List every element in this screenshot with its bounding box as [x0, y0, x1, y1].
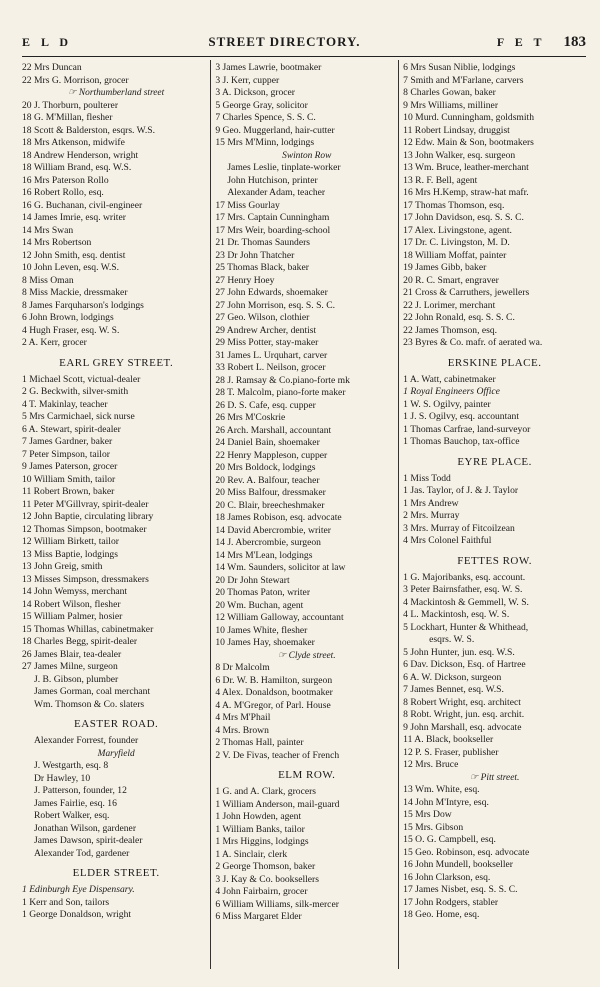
directory-entry: 24 Daniel Bain, shoemaker [215, 437, 320, 448]
directory-entry: 29 Miss Potter, stay-maker [215, 337, 319, 348]
directory-entry: 17 John Rodgers, stabler [403, 896, 499, 908]
directory-entry: 14 Wm. Saunders, solicitor at law [215, 562, 346, 573]
directory-entry: 13 John Greig, smith [22, 561, 103, 572]
directory-column-1 [22, 60, 211, 969]
directory-entry: 4 Alex. Donaldson, bootmaker [215, 687, 333, 698]
directory-entry: 5 George Gray, solicitor [215, 99, 308, 111]
directory-entry: 27 Henry Hoey [215, 274, 275, 286]
directory-entry: 13 Miss Baptie, lodgings [22, 548, 118, 560]
directory-entry: 26 Mrs M'Coskrie [215, 412, 286, 423]
directory-entry: 31 James L. Urquhart, carver [215, 349, 328, 361]
directory-entry: 25 Thomas Black, baker [215, 262, 309, 273]
directory-entry: 27 John Edwards, shoemaker [215, 287, 328, 298]
street-heading: EASTER ROAD. [74, 718, 159, 730]
directory-entry: 6 Dav. Dickson, Esq. of Hartree [403, 659, 526, 670]
directory-entry: Alexander Forrest, founder [34, 735, 139, 746]
directory-entry: 17 Mrs Weir, boarding-school [215, 224, 331, 236]
directory-entry: 8 Charles Gowan, baker [403, 87, 496, 98]
directory-entry: 8 Dr Malcolm [215, 662, 270, 673]
directory-entry: 17 Mrs. Captain Cunningham [215, 212, 330, 223]
directory-entry-continuation: esqrs. W. S. [429, 634, 475, 645]
directory-entry: John Hutchison, printer [227, 174, 318, 186]
directory-entry: 13 John Walker, esq. surgeon [403, 149, 516, 161]
cross-street-note: ☞ Northumberland street [68, 88, 165, 98]
directory-entry: 18 William Brand, esq. W.S. [22, 162, 132, 173]
directory-entry: 7 Smith and M'Farlane, carvers [403, 74, 524, 86]
directory-entry: 6 Dr. W. B. Hamilton, surgeon [215, 674, 333, 686]
directory-entry: 20 Thomas Paton, writer [215, 587, 311, 598]
directory-entry: 12 Edw. Main & Son, bootmakers [403, 137, 534, 148]
directory-entry: 7 Peter Simpson, tailor [22, 448, 110, 460]
directory-entry: 2 V. De Fivas, teacher of French [215, 749, 340, 761]
street-heading: EARL GREY STREET. [59, 356, 174, 369]
directory-entry: 10 James White, flesher [215, 624, 308, 636]
directory-entry: 22 J. Lorimer, merchant [403, 299, 496, 311]
directory-entry: 2 George Thomson, baker [215, 861, 316, 872]
directory-entry: 18 G. M'Millan, flesher [22, 112, 113, 123]
directory-entry: 13 Wm. Bruce, leather-merchant [403, 162, 529, 173]
street-heading: ELDER STREET. [72, 867, 160, 879]
directory-entry: 11 A. Black, bookseller [403, 734, 494, 745]
directory-entry: 1 Thomas Carfrae, land-surveyor [403, 423, 531, 435]
directory-entry: 15 Mrs M'Minn, lodgings [215, 137, 315, 148]
directory-entry: 4 Hugh Fraser, esq. W. S. [22, 324, 120, 336]
directory-entry: 27 John Morrison, esq. S. S. C. [215, 299, 335, 311]
directory-entry: 8 James Farquharson's lodgings [22, 299, 144, 311]
directory-entry: 16 John Clarkson, esq. [403, 871, 491, 883]
directory-entry: 5 John Hunter, jun. esq. W.S. [403, 646, 515, 658]
cross-street-note: ☞ Clyde street. [277, 650, 336, 661]
directory-entry: 14 Robert Wilson, flesher [22, 598, 121, 610]
directory-entry: 9 Mrs Williams, milliner [403, 99, 499, 111]
directory-entry: 18 Charles Begg, spirit-dealer [22, 636, 138, 647]
directory-entry: 15 Mrs. Gibson [403, 821, 464, 833]
directory-entry: Alexander Adam, teacher [227, 187, 326, 198]
directory-entry: Dr Hawley, 10 [34, 772, 91, 784]
directory-entry: J. Patterson, founder, 12 [34, 785, 127, 796]
directory-entry: 6 Mrs Susan Niblie, lodgings [403, 62, 516, 73]
directory-entry: 2 A. Kerr, grocer [22, 337, 87, 348]
directory-entry: 4 Mrs Colonel Faithful [403, 535, 492, 546]
directory-entry: 1 John Howden, agent [215, 811, 302, 822]
directory-entry: 20 Wm. Buchan, agent [215, 599, 304, 611]
directory-entry: 11 Peter M'Gillvray, spirit-dealer [22, 498, 149, 510]
cross-street-note: Swinton Row [282, 150, 332, 161]
directory-entry: 17 Alex. Livingstone, agent. [403, 224, 512, 236]
directory-entry: 4 Mackintosh & Gemmell, W. S. [403, 596, 529, 608]
directory-entry: Alexander Tod, gardener [34, 847, 130, 859]
directory-entry: 27 James Milne, surgeon [22, 661, 118, 672]
directory-entry: 8 Miss Mackie, dressmaker [22, 287, 128, 298]
directory-entry: 12 William Galloway, accountant [215, 612, 344, 623]
directory-column-3 [399, 60, 586, 969]
directory-entry: 18 Scott & Balderston, esqrs. W.S. [22, 124, 155, 136]
street-heading: EYRE PLACE. [457, 455, 532, 468]
directory-entry: 12 P. S. Fraser, publisher [403, 746, 499, 758]
directory-entry: 15 Thomas Whillas, cabinetmaker [22, 623, 154, 635]
directory-entry: James Gorman, coal merchant [34, 686, 151, 697]
header-right-keyword: F E T [496, 34, 546, 49]
directory-entry: 10 James Hay, shoemaker [215, 637, 315, 648]
directory-entry: 1 Miss Todd [403, 472, 451, 484]
directory-entry: 9 John Marshall, esq. advocate [403, 721, 522, 733]
directory-entry: 22 James Thomson, esq. [403, 324, 498, 336]
directory-entry: 15 O. G. Campbell, esq. [403, 834, 496, 845]
street-heading: ELM ROW. [278, 769, 336, 781]
directory-entry: 9 Geo. Muggerland, hair-cutter [215, 124, 335, 136]
header-right [497, 34, 586, 51]
cross-street-note: Maryfield [97, 748, 135, 759]
directory-entry: 12 Thomas Simpson, bootmaker [22, 523, 147, 535]
directory-entry: 14 Mrs Swan [22, 224, 74, 236]
directory-entry: 23 Dr John Thatcher [215, 249, 295, 261]
directory-entry: 14 John M'Intyre, esq. [403, 796, 489, 808]
directory-entry: 21 Dr. Thomas Saunders [215, 237, 311, 248]
directory-entry: 18 William Moffat, painter [403, 249, 507, 261]
directory-entry: 17 John Davidson, esq. S. S. C. [403, 212, 524, 223]
directory-entry: 22 Henry Mappleson, cupper [215, 449, 328, 461]
directory-entry: 1 Michael Scott, victual-dealer [22, 373, 141, 385]
directory-entry: 16 John Mundell, bookseller [403, 859, 513, 870]
directory-entry: 17 Dr. C. Livingston, M. D. [403, 237, 510, 248]
directory-entry: 4 T. Makinlay, teacher [22, 398, 108, 410]
directory-entry: 13 Wm. White, esq. [403, 784, 480, 795]
page-number: 183 [563, 33, 586, 50]
directory-entry: 1 Jas. Taylor, of J. & J. Taylor [403, 485, 519, 496]
directory-entry: 1 Royal Engineers Office [403, 386, 500, 397]
directory-entry: 17 James Nisbet, esq. S. S. C. [403, 884, 518, 895]
cross-street-note: ☞ Pitt street. [469, 772, 520, 783]
directory-entry: 2 G. Beckwith, silver-smith [22, 386, 129, 397]
directory-entry: 12 John Baptie, circulating library [22, 511, 154, 522]
directory-entry: 16 Mrs H.Kemp, straw-hat mafr. [403, 187, 529, 198]
directory-entry: 15 Geo. Robinson, esq. advocate [403, 846, 530, 858]
directory-entry: 3 J. Kay & Co. booksellers [215, 873, 319, 885]
directory-entry: 4 Mrs M'Phail [215, 712, 271, 723]
directory-entry: James Dawson, spirit-dealer [34, 835, 143, 846]
directory-entry: 18 Andrew Henderson, wright [22, 149, 139, 161]
directory-entry: 28 T. Malcolm, piano-forte maker [215, 387, 346, 398]
directory-entry: 11 Robert Brown, baker [22, 486, 115, 497]
directory-entry: James Fairlie, esq. 16 [34, 797, 117, 809]
directory-entry: 8 Miss Oman [22, 274, 74, 286]
directory-entry: 19 James Gibb, baker [403, 262, 487, 273]
directory-entry: 6 A. W. Dickson, surgeon [403, 671, 502, 683]
directory-entry: 1 George Donaldson, wright [22, 909, 132, 920]
directory-column-2 [211, 60, 399, 969]
directory-entry: 1 Kerr and Son, tailors [22, 896, 110, 908]
directory-entry: 14 Mrs M'Lean, lodgings [215, 549, 313, 561]
directory-entry: 16 Robert Rollo, esq. [22, 187, 104, 198]
directory-entry: 18 Geo. Home, esq. [403, 909, 480, 920]
page-header [22, 30, 586, 54]
directory-entry: 17 Miss Gourlay [215, 199, 280, 211]
directory-entry: 14 David Abercrombie, writer [215, 524, 331, 536]
directory-entry: 12 Mrs. Bruce [403, 759, 459, 770]
directory-entry: 12 John Smith, esq. dentist [22, 249, 126, 261]
directory-entry: 14 John Wemyss, merchant [22, 586, 128, 597]
directory-entry: 1 Edinburgh Eye Dispensary. [22, 884, 135, 895]
directory-entry: James Leslie, tinplate-worker [227, 162, 341, 173]
directory-entry: 8 Robt. Wright, jun. esq. archit. [403, 709, 525, 720]
directory-entry: 7 Charles Spence, S. S. C. [215, 112, 316, 123]
directory-entry: 9 James Paterson, grocer [22, 461, 118, 472]
directory-entry: 2 Mrs. Murray [403, 510, 460, 521]
directory-entry: 3 Peter Bairnsfather, esq. W. S. [403, 584, 523, 595]
directory-entry: 18 James Robison, esq. advocate [215, 512, 342, 523]
directory-entry: 22 John Ronald, esq. S. S. C. [403, 312, 515, 323]
directory-entry: 10 Murd. Cunningham, goldsmith [403, 112, 535, 123]
directory-entry: 27 Geo. Wilson, clothier [215, 312, 310, 323]
directory-entry: 20 Rev. A. Balfour, teacher [215, 474, 320, 486]
directory-entry: 16 G. Buchanan, civil-engineer [22, 199, 143, 211]
directory-columns [22, 60, 586, 969]
directory-entry: 13 R. F. Bell, agent [403, 174, 478, 186]
directory-entry: 22 Mrs G. Morrison, grocer [22, 74, 129, 86]
directory-entry: 20 Miss Balfour, dressmaker [215, 487, 326, 498]
directory-entry: 33 Robert L. Neilson, grocer [215, 362, 326, 373]
directory-entry: 26 D. S. Cafe, esq. cupper [215, 399, 316, 411]
directory-entry: 4 A. M'Gregor, of Parl. House [215, 699, 331, 711]
directory-entry: 17 Thomas Thomson, esq. [403, 199, 505, 211]
directory-entry: 23 Byres & Co. mafr. of aerated wa. [403, 337, 543, 348]
directory-entry: 1 Thomas Bauchop, tax-office [403, 436, 520, 447]
directory-entry: 6 William Williams, silk-mercer [215, 898, 339, 910]
directory-entry: 1 W. S. Ogilvy, painter [403, 398, 491, 410]
directory-entry: 6 A. Stewart, spirit-dealer [22, 423, 121, 435]
directory-entry: 20 R. C. Smart, engraver [403, 274, 499, 286]
directory-entry: 22 Mrs Duncan [22, 62, 82, 73]
directory-entry: 1 A. Watt, cabinetmaker [403, 373, 496, 385]
directory-entry: 3 A. Dickson, grocer [215, 87, 295, 98]
header-left-keyword: E L D [22, 34, 73, 49]
directory-entry: 1 G. Majoribanks, esq. account. [403, 571, 526, 583]
directory-entry: 20 C. Blair, breecheshmaker [215, 499, 325, 511]
directory-entry: Jonathan Wilson, gardener [34, 822, 137, 834]
directory-entry: 20 Dr John Stewart [215, 574, 290, 586]
directory-entry: 10 John Leven, esq. W.S. [22, 262, 120, 273]
directory-entry: 5 Mrs Carmichael, sick nurse [22, 411, 135, 422]
street-heading: FETTES ROW. [457, 554, 532, 567]
directory-entry: 11 Robert Lindsay, druggist [403, 124, 510, 136]
directory-entry: 10 William Smith, tailor [22, 473, 116, 485]
directory-entry: J. Westgarth, esq. 8 [34, 760, 109, 771]
directory-entry: Wm. Thomson & Co. slaters [34, 698, 145, 710]
directory-entry: J. B. Gibson, plumber [34, 673, 119, 685]
directory-entry: 16 Mrs Paterson Rollo [22, 174, 109, 186]
directory-entry: 21 Cross & Carruthers, jewellers [403, 287, 530, 298]
directory-entry: 1 J. S. Ogilvy, esq. accountant [403, 411, 519, 422]
directory-entry: 2 Thomas Hall, painter [215, 737, 304, 748]
directory-entry: 14 J. Abercrombie, surgeon [215, 537, 321, 548]
directory-entry: 13 Misses Simpson, dressmakers [22, 573, 149, 585]
directory-entry: 26 James Blair, tea-dealer [22, 648, 122, 660]
directory-entry: 18 Mrs Atkenson, midwife [22, 137, 125, 148]
directory-entry: 3 James Lawrie, bootmaker [215, 62, 322, 73]
directory-entry: 5 Lockhart, Hunter & Whithead, [403, 621, 529, 633]
directory-entry: 14 Mrs Robertson [22, 237, 92, 248]
street-heading: ERSKINE PLACE. [447, 356, 542, 369]
directory-entry: 29 Andrew Archer, dentist [215, 324, 317, 336]
header-rule [22, 56, 586, 57]
directory-entry: 1 William Anderson, mail-guard [215, 798, 340, 810]
directory-entry: 6 Miss Margaret Elder [215, 911, 302, 922]
directory-entry: 3 Mrs. Murray of Fitcoilzean [403, 522, 515, 534]
directory-entry: 7 James Gardner, baker [22, 436, 113, 447]
directory-entry: 1 Mrs Higgins, lodgings [215, 836, 309, 847]
directory-entry: 6 John Brown, lodgings [22, 312, 114, 323]
directory-entry: 8 Robert Wright, esq. architect [403, 696, 521, 708]
directory-entry: 7 James Bennet, esq. W.S. [403, 684, 504, 695]
directory-entry: 28 J. Ramsay & Co.piano-forte mk [215, 374, 350, 386]
directory-entry: 1 A. Sinclair, clerk [215, 848, 288, 860]
directory-entry: Robert Walker, esq. [34, 810, 110, 821]
directory-entry: 4 L. Mackintosh, esq. W. S. [403, 609, 510, 620]
header-title: STREET DIRECTORY. [208, 34, 361, 49]
directory-entry: 4 Mrs. Brown [215, 724, 269, 736]
directory-entry: 1 Mrs Andrew [403, 497, 459, 509]
directory-entry: 1 G. and A. Clark, grocers [215, 786, 317, 797]
directory-entry: 3 J. Kerr, cupper [215, 74, 280, 86]
directory-entry: 1 William Banks, tailor [215, 823, 305, 835]
directory-entry: 26 Arch. Marshall, accountant [215, 424, 332, 436]
directory-entry: 12 William Birkett, tailor [22, 536, 119, 547]
directory-entry: 20 J. Thorburn, poulterer [22, 99, 119, 111]
directory-entry: 15 Mrs Dow [403, 809, 452, 820]
directory-entry: 20 Mrs Boldock, lodgings [215, 462, 316, 473]
directory-entry: 15 William Palmer, hosier [22, 611, 123, 622]
directory-entry: 4 John Fairbairn, grocer [215, 886, 308, 897]
directory-entry: 14 James Imrie, esq. writer [22, 212, 126, 223]
